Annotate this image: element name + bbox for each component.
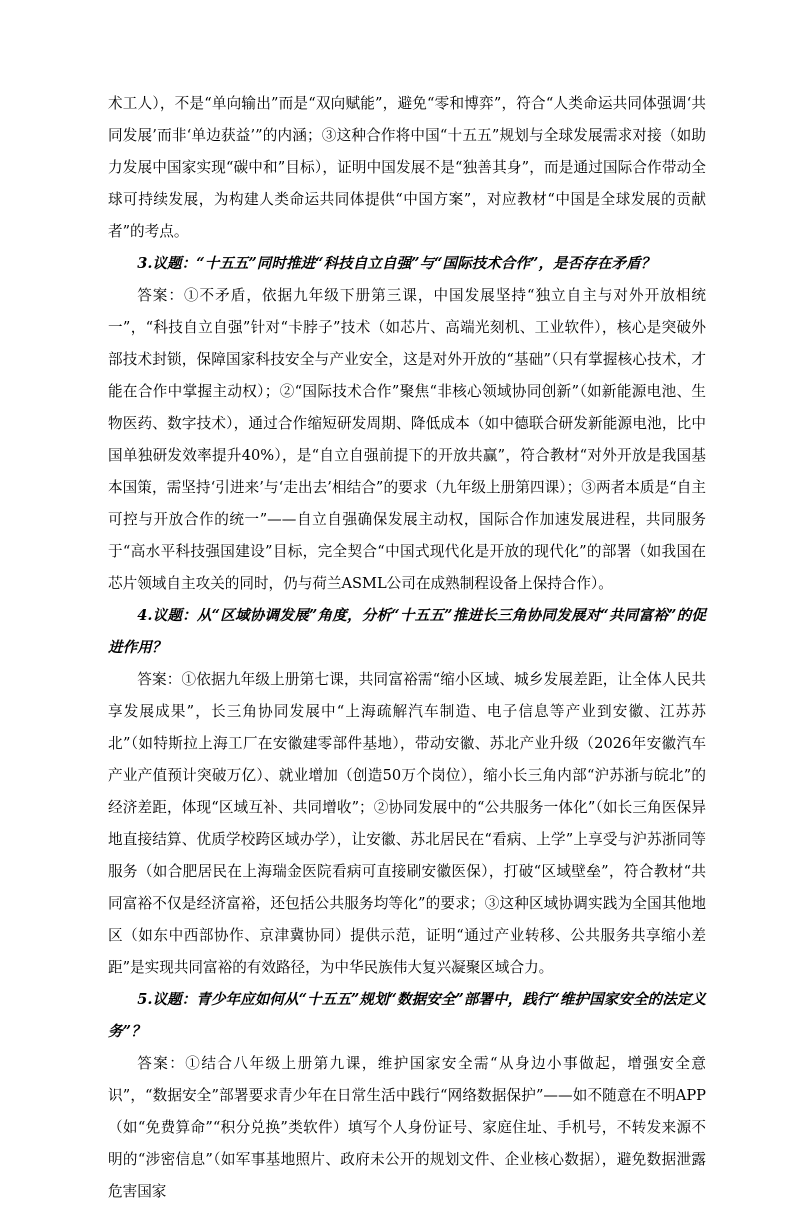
intro-paragraph: 术工人），不是“单向输出”而是“双向赋能”，避免“零和博弈”，符合“人类命运共同体强调‘共同发展’而非‘单边获益’”的内涵；③这种合作将中国“十五五”规划与全球发展需求对接（如助力发展中国家实现“碳中和”目标），证明中国发展不是“独善其身”，而是通过国际合作带动全球可持续发展，为构建人类命运共同体提供“中国方案”，对应教材“中国是全球发展的贡献者”的考点。: [108, 95, 706, 240]
question-4-title: 4.议题：从“区域协调发展”角度，分析“十五五”推进长三角协同发展对“共同富裕”的促进作用？: [108, 607, 706, 656]
question-5-title: 5.议题：青少年应如何从“十五五”规划“数据安全”部署中，践行“维护国家安全的法定义务”？: [108, 991, 706, 1040]
question-3-answer: 答案：①不矛盾，依据九年级下册第三课，中国发展坚持“独立自主与对外开放相统一”，“科技自立自强”针对“卡脖子”技术（如芯片、高端光刻机、工业软件），核心是突破外部技术封锁，保障国家科技安全与产业安全，这是对外开放的“基础”（只有掌握核心技术，才能在合作中掌握主动权）；②“国际技术合作”聚焦“非核心领域协同创新”（如新能源电池、生物医药、数字技术），通过合作缩短研发周期、降低成本（如中德联合研发新能源电池，比中国单独研发效率提升40%），是“自立自强前提下的开放共赢”，符合教材“对外开放是我国基本国策，需坚持‘引进来’与‘走出去’相结合”的要求（九年级上册第四课）；③两者本质是“自主可控与开放合作的统一”——自立自强确保发展主动权，国际合作加速发展进程，共同服务于“高水平科技强国建设”目标，完全契合“中国式现代化是开放的现代化”的部署（如我国在芯片领域自主攻关的同时，仍与荷兰ASML公司在成熟制程设备上保持合作）。: [108, 287, 706, 592]
question-3-title: 3.议题：“十五五”同时推进“科技自立自强”与“国际技术合作”，是否存在矛盾？: [137, 255, 656, 272]
question-5-answer: 答案：①结合八年级上册第九课，维护国家安全需“从身边小事做起，增强安全意识”，“数据安全”部署要求青少年在日常生活中践行“网络数据保护”——如不随意在不明APP（如“免费算命”“积分兑换”类软件）填写个人身份证号、家庭住址、手机号，不转发来源不明的“涉密信息”（如军事基地照片、政府未公开的规划文件、企业核心数据），避免数据泄露危害国家: [108, 1055, 706, 1200]
question-4-answer: 答案：①依据九年级上册第七课，共同富裕需“缩小区域、城乡发展差距，让全体人民共享发展成果”，长三角协同发展中“上海疏解汽车制造、电子信息等产业到安徽、江苏苏北”（如特斯拉上海工厂在安徽建零部件基地），带动安徽、苏北产业升级（2026年安徽汽车产业产值预计突破万亿）、就业增加（创造50万个岗位），缩小长三角内部“沪苏浙与皖北”的经济差距，体现“区域互补、共同增收”；②协同发展中的“公共服务一体化”（如长三角医保异地直接结算、优质学校跨区域办学），让安徽、苏北居民在“看病、上学”上享受与沪苏浙同等服务（如合肥居民在上海瑞金医院看病可直接刷安徽医保），打破“区域壁垒”，符合教材“共同富裕不仅是经济富裕，还包括公共服务均等化”的要求；③这种区域协调实践为全国其他地区（如东中西部协作、京津冀协同）提供示范，证明“通过产业转移、公共服务共享缩小差距”是实现共同富裕的有效路径，为中华民族伟大复兴凝聚区域合力。: [108, 671, 706, 976]
document-page: [108, 88, 706, 1208]
